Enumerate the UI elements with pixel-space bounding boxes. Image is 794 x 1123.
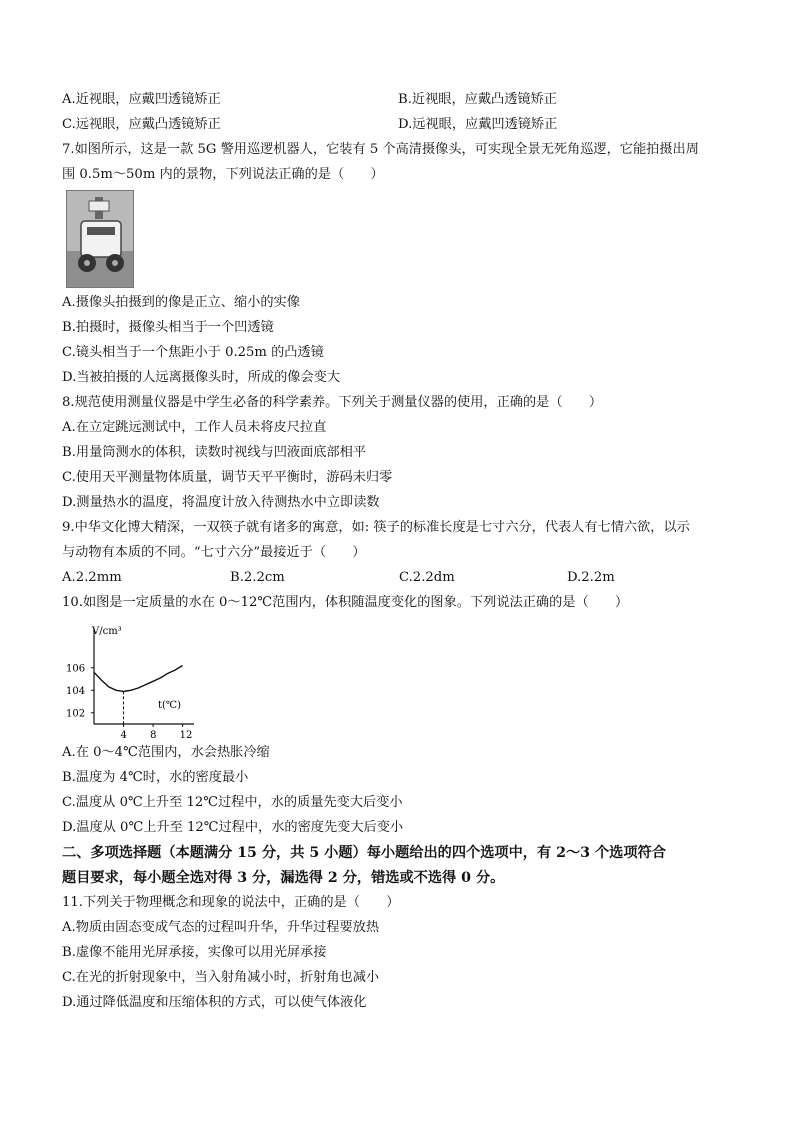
q6-option-d: D.远视眼，应戴凹透镜矫正 — [398, 117, 558, 132]
q9-option-d: D.2.2m — [567, 570, 615, 585]
q11-option-a: A.物质由固态变成气态的过程叫升华，升华过程要放热 — [62, 920, 380, 935]
q7-stem-line2: 围 0.5m～50m 内的景物，下列说法正确的是（ ） — [62, 167, 384, 182]
y-tick-label: 106 — [66, 663, 86, 675]
q7-option-c: C.镜头相当于一个焦距小于 0.25m 的凸透镜 — [62, 345, 324, 360]
q6-option-b: B.近视眼，应戴凸透镜矫正 — [398, 92, 557, 107]
chart-svg — [60, 620, 200, 738]
q8-option-a: A.在立定跳远测试中，工作人员未将皮尺拉直 — [62, 420, 327, 435]
y-tick-label: 102 — [66, 708, 86, 720]
q8-option-d: D.测量热水的温度，将温度计放入待测热水中立即读数 — [62, 495, 380, 510]
section2-heading-line2: 题目要求，每小题全选对得 3 分，漏选得 2 分，错选或不选得 0 分。 — [62, 870, 505, 886]
q9-option-a: A.2.2mm — [62, 570, 122, 585]
q11-option-c: C.在光的折射现象中，当入射角减小时，折射角也减小 — [62, 970, 380, 985]
q8-option-b: B.用量筒测水的体积，读数时视线与凹液面底部相平 — [62, 445, 367, 460]
q11-stem: 11.下列关于物理概念和现象的说法中，正确的是（ ） — [62, 895, 400, 910]
q10-option-d: D.温度从 0℃上升至 12℃过程中，水的密度先变大后变小 — [62, 820, 404, 835]
q8-option-c: C.使用天平测量物体质量，调节天平平衡时，游码未归零 — [62, 470, 393, 485]
x-axis-label: t(℃) — [158, 700, 182, 711]
q9-option-b: B.2.2cm — [230, 570, 285, 585]
x-tick-label: 8 — [150, 730, 157, 738]
x-tick-label: 12 — [179, 730, 193, 738]
q7-option-b: B.拍摄时，摄像头相当于一个凹透镜 — [62, 320, 274, 335]
q6-option-c: C.远视眼，应戴凸透镜矫正 — [62, 117, 221, 132]
q11-option-d: D.通过降低温度和压缩体积的方式，可以使气体液化 — [62, 995, 367, 1010]
q7-option-d: D.当被拍摄的人远离摄像头时，所成的像会变大 — [62, 370, 341, 385]
volume-temperature-graph — [60, 620, 200, 738]
q10-option-a: A.在 0～4℃范围内，水会热胀冷缩 — [62, 745, 270, 760]
volume-curve — [94, 666, 183, 692]
q10-option-c: C.温度从 0℃上升至 12℃过程中，水的质量先变大后变小 — [62, 795, 403, 810]
section2-heading-line1: 二、多项选择题（本题满分 15 分，共 5 小题）每小题给出的四个选项中，有 2～3 个选项符合 — [62, 845, 666, 861]
q9-stem-line1: 9.中华文化博大精深，一双筷子就有诸多的寓意，如: 筷子的标准长度是七寸六分，代表人有七情六欲，以示 — [62, 520, 690, 535]
q10-option-b: B.温度为 4℃时，水的密度最小 — [62, 770, 249, 785]
q7-stem-line1: 7.如图所示，这是一款 5G 警用巡逻机器人，它装有 5 个高清摄像头，可实现全景无死角巡逻，它能拍摄出周 — [62, 142, 699, 157]
y-tick-label: 104 — [66, 685, 86, 697]
q7-option-a: A.摄像头拍摄到的像是正立、缩小的实像 — [62, 295, 300, 310]
q9-stem-line2: 与动物有本质的不同。“七寸六分”最接近于（ ） — [62, 545, 366, 560]
y-axis-label: V/cm³ — [92, 626, 122, 637]
q10-stem: 10.如图是一定质量的水在 0～12℃范围内，体积随温度变化的图象。下列说法正确的是（ ） — [62, 595, 629, 610]
q6-option-a: A.近视眼，应戴凹透镜矫正 — [62, 92, 221, 107]
x-tick-label: 4 — [120, 730, 127, 738]
q8-stem: 8.规范使用测量仪器是中学生必备的科学素养。下列关于测量仪器的使用，正确的是（ ） — [62, 395, 603, 410]
q11-option-b: B.虚像不能用光屏承接，实像可以用光屏承接 — [62, 945, 327, 960]
robot-photo — [66, 190, 134, 288]
q9-option-c: C.2.2dm — [399, 570, 455, 585]
